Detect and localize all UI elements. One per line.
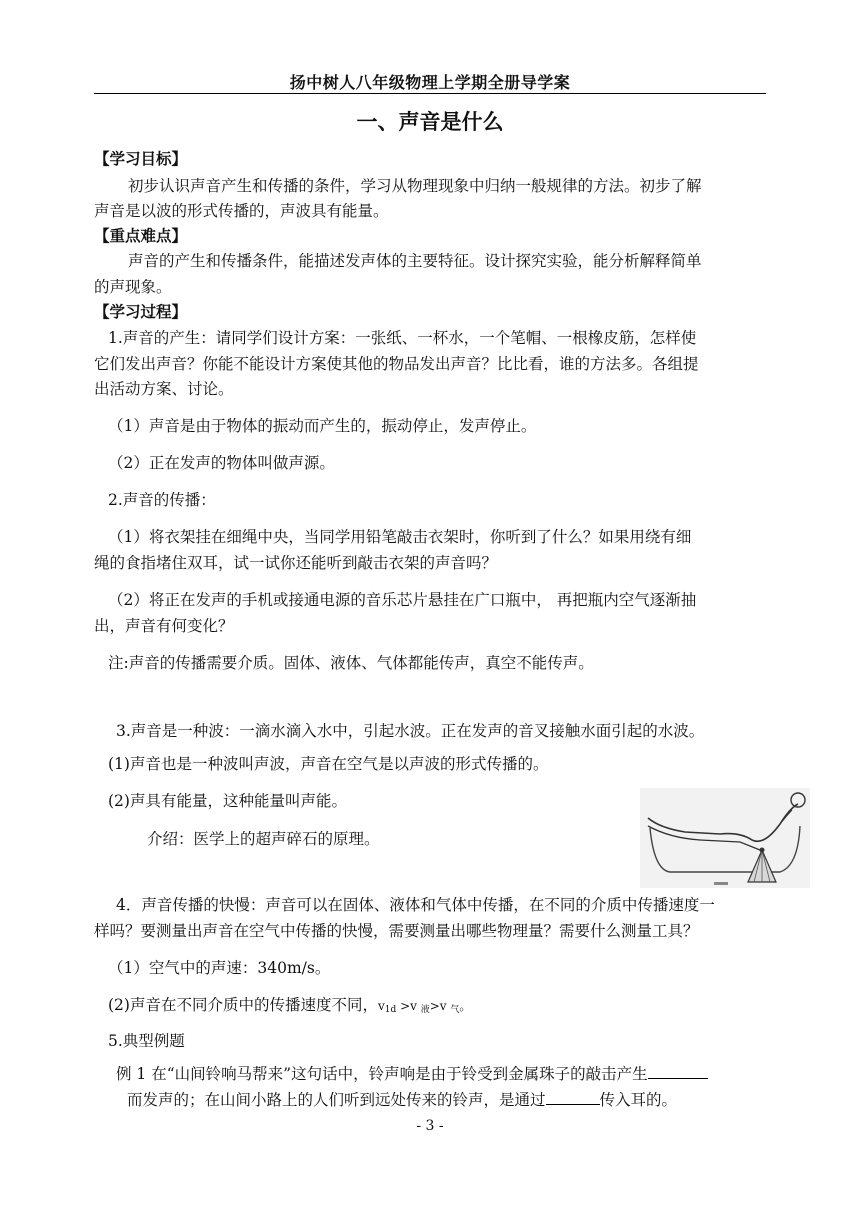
section-4-point-1: （1）空气中的声速：340m/s。 [108,959,331,977]
section-4-line-2: 样吗？要测量出声音在空气中传播的快慢，需要测量出哪些物理量？需要什么测量工具？ [94,922,699,940]
speed-gt-2: >v [429,999,451,1013]
goals-heading: 【学习目标】 [94,150,188,168]
key-points-line-2: 的声现象。 [94,278,172,296]
section-2-point-2-line-2: 出，声音有何变化？ [94,617,234,635]
speed-sub-solid: 1d [384,1005,397,1015]
example-1-line-2 [127,1088,677,1111]
speed-v-solid: v [377,999,385,1013]
key-points-line-1: 声音的产生和传播条件，能描述发声体的主要特征。设计探究实验，能分析解释简单 [128,252,702,270]
section-1-line-2: 它们发出声音？你能不能设计方案使其他的物品发出声音？比比看，谁的方法多。各组提 [94,355,699,373]
example-1-text-3: 传入耳的。 [599,1091,678,1109]
section-1-line-3: 出活动方案、讨论。 [94,380,234,398]
page-number: - 3 - [416,1118,444,1134]
section-3-point-2: (2)声具有能量，这种能量叫声能。 [108,792,347,810]
answer-blank-1[interactable] [648,1062,708,1079]
process-heading: 【学习过程】 [94,303,188,321]
section-2-point-2-line-1: （2）将正在发声的手机或接通电源的音乐芯片悬挂在广口瓶中， 再把瓶内空气逐渐抽 [108,591,697,609]
header-title: 扬中树人八年级物理上学期全册导学案 [289,73,571,92]
section-4-line-1: 4．声音传播的快慢：声音可以在固体、液体和气体中传播，在不同的介质中传播速度一 [116,896,715,914]
example-1-text-1: 例 1 在“山间铃响马帮来”这句话中，铃声响是由于铃受到金属珠子的敲击产生 [116,1065,648,1083]
section-2-point-1-line-2: 绳的食指堵住双耳，试一试你还能听到敲击衣架的声音吗？ [94,554,498,572]
section-3-heading: 3.声音是一种波：一滴水滴入水中，引起水波。正在发声的音叉接触水面引起的水波。 [116,722,705,740]
key-points-heading: 【重点难点】 [94,227,188,245]
section-4-point-2-text: (2)声音在不同介质中的传播速度不同， [108,996,378,1014]
goals-line-2: 声音是以波的形式传播的，声波具有能量。 [94,202,389,220]
section-4-point-2 [108,994,471,1019]
section-1-point-2: （2）正在发声的物体叫做声源。 [108,454,335,472]
lithotripsy-illustration [640,788,810,888]
goals-line-1: 初步认识声音产生和传播的条件，学习从物理现象中归纳一般规律的方法。初步了解 [128,177,702,195]
section-3-intro: 介绍：医学上的超声碎石的原理。 [147,830,380,848]
example-1-text-2: 而发声的；在山间小路上的人们听到远处传来的铃声，是通过 [127,1091,546,1109]
header-rule [94,93,766,94]
section-2-point-1-line-1: （1）将衣架挂在细绳中央，当同学用铅笔敲击衣架时，你听到了什么？如果用绕有细 [108,528,692,546]
speed-gt-1: >v [396,999,421,1013]
section-1-point-1: （1）声音是由于物体的振动而产生的，振动停止，发声停止。 [108,417,537,435]
page-title: 一、声音是什么 [356,110,504,134]
speed-sub-gas: 气 [450,1005,460,1015]
section-2-heading: 2.声音的传播： [108,491,216,509]
section-2-note: 注:声音的传播需要介质。固体、液体、气体都能传声，真空不能传声。 [108,654,594,672]
section-5-heading: 5.典型例题 [108,1032,185,1050]
example-1-line-1 [116,1062,708,1085]
speed-sub-liquid: 液 [420,1005,430,1015]
answer-blank-2[interactable] [546,1088,600,1105]
speed-end: 。 [459,999,472,1013]
section-3-point-1: (1)声音也是一种波叫声波，声音在空气是以声波的形式传播的。 [108,755,549,773]
section-1-line-1: 1.声音的产生：请同学们设计方案：一张纸、一杯水，一个笔帽、一根橡皮筋，怎样使 [108,329,697,347]
